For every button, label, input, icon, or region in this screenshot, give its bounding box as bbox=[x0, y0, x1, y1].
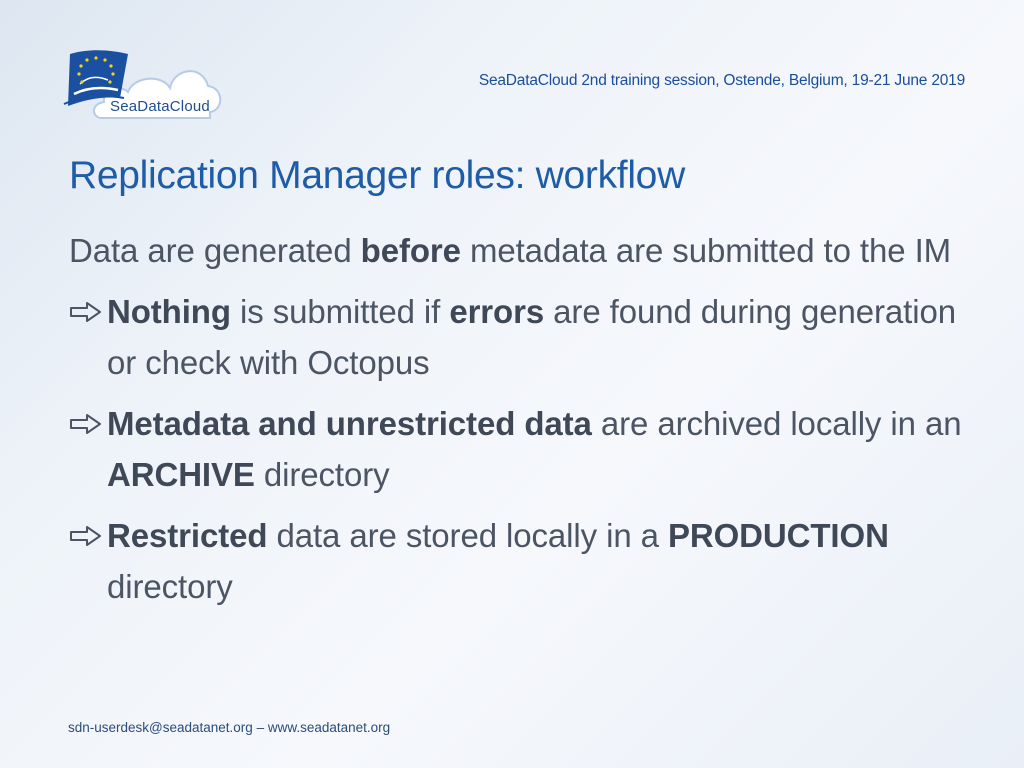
arrow-right-outline-icon bbox=[69, 510, 107, 561]
logo-text: SeaDataCloud bbox=[110, 98, 210, 115]
text-run: is submitted if bbox=[230, 293, 450, 330]
arrow-right-outline-icon bbox=[69, 286, 107, 337]
text-run: directory bbox=[107, 568, 233, 605]
text-run: metadata are submitted to the IM bbox=[460, 232, 952, 269]
intro-paragraph bbox=[69, 225, 969, 276]
text-run-bold: Metadata and unrestricted data bbox=[107, 405, 592, 442]
slide-body bbox=[69, 225, 969, 622]
text-run-bold: errors bbox=[449, 293, 545, 330]
text-run-bold: before bbox=[360, 232, 461, 269]
text-run-bold: Restricted bbox=[107, 517, 268, 554]
text-run-bold: ARCHIVE bbox=[107, 456, 255, 493]
bullet-text bbox=[107, 510, 969, 612]
bullet-text bbox=[107, 286, 969, 388]
bullet-text bbox=[107, 398, 969, 500]
text-run-bold: Nothing bbox=[107, 293, 231, 330]
text-run: are found during generation or check with Octopus bbox=[107, 293, 956, 381]
bullet-item bbox=[69, 398, 969, 500]
text-run: are archived locally in an bbox=[591, 405, 962, 442]
arrow-right-outline-icon bbox=[69, 398, 107, 449]
seadatacloud-logo bbox=[62, 46, 232, 126]
bullet-item bbox=[69, 286, 969, 388]
header-title: SeaDataCloud 2nd training session, Ostende, Belgium, 19-21 June 2019 bbox=[478, 72, 965, 89]
text-run-bold: PRODUCTION bbox=[667, 517, 889, 554]
text-run: data are stored locally in a bbox=[267, 517, 668, 554]
text-run: Data are generated bbox=[69, 232, 361, 269]
bullet-item bbox=[69, 510, 969, 612]
footer-contact: sdn-userdesk@seadatanet.org – www.seadatanet.org bbox=[68, 720, 391, 735]
text-run: directory bbox=[254, 456, 390, 493]
slide-title: Replication Manager roles: workflow bbox=[69, 154, 685, 197]
